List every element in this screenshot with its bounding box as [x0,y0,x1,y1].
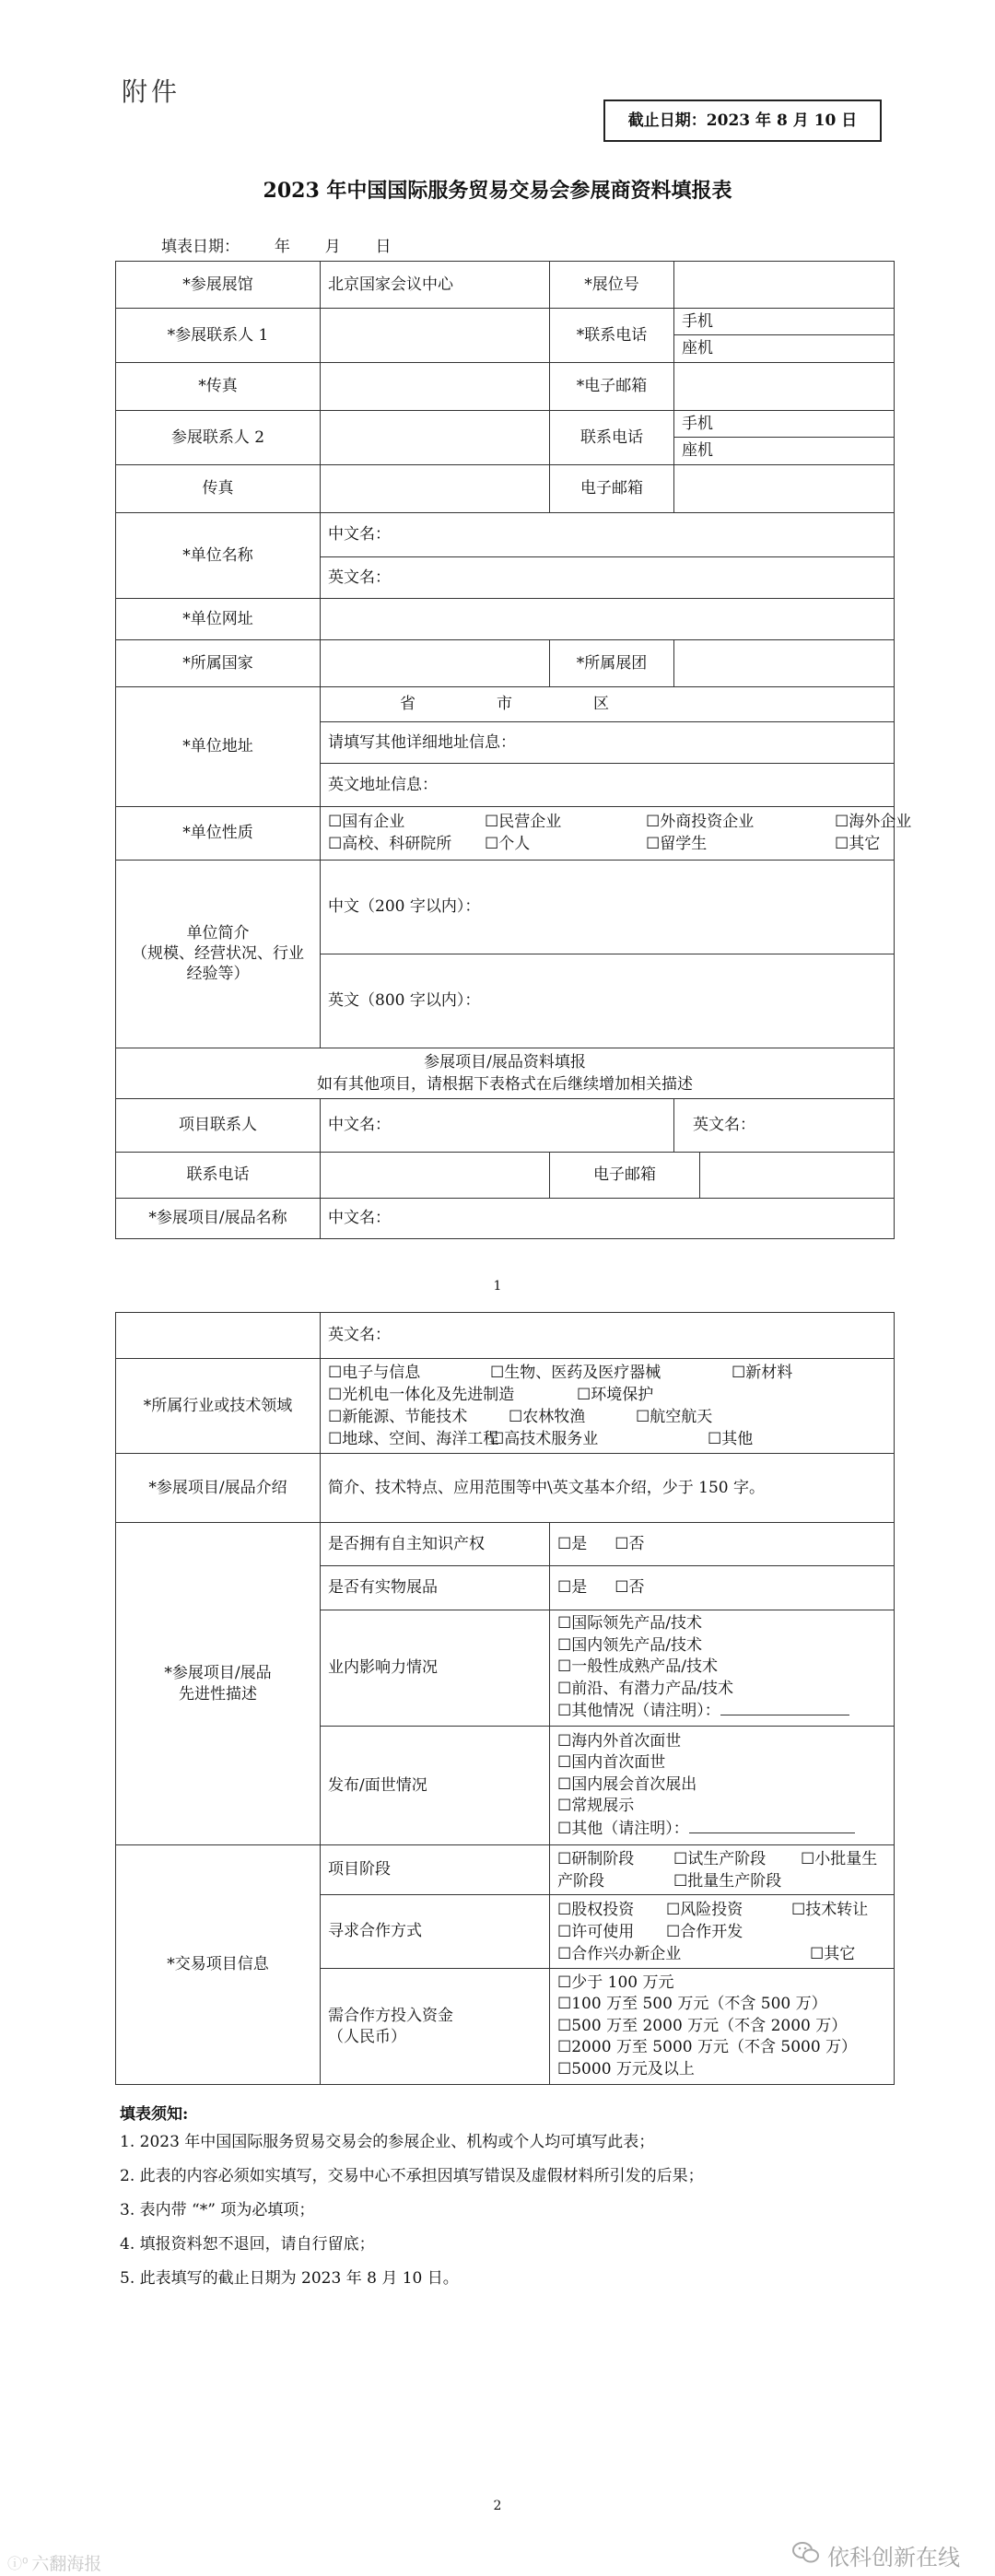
venue-value: 北京国家会议中心 [321,262,550,309]
unit-name-cn[interactable]: 中文名： [321,512,895,556]
release-option[interactable]: ☐国内首次面世 [557,1753,666,1773]
trade-label: *交易项目信息 [116,1845,321,2085]
project-name-cn[interactable]: 中文名： [321,1198,895,1238]
coop-option[interactable]: ☐技术转让 [791,1900,869,1919]
industry-option[interactable]: ☐新能源、节能技术 [328,1408,468,1426]
intro-cn[interactable]: 中文（200 字以内）： [321,860,895,954]
coop-option[interactable]: ☐许可使用 [557,1922,635,1941]
contact1-label: *参展联系人 1 [116,309,321,363]
contact1-input[interactable] [321,309,550,363]
project-name-label: *参展项目/展品名称 [116,1198,321,1238]
project-contact-en[interactable]: 英文名： [674,1098,895,1152]
contact2-mobile-label: 手机 [674,410,895,437]
nature-option[interactable]: ☐个人 [485,835,531,854]
city-label: 市 [497,695,512,714]
stage-options [550,1845,895,1895]
project-email-label: 电子邮箱 [550,1152,700,1198]
fill-date: 填表日期： 年 月 日 [161,238,392,256]
nature-option[interactable]: ☐其它 [835,835,881,854]
fund-option[interactable]: ☐500 万至 2000 万元（不含 2000 万） [557,2016,848,2035]
notes-item: 4. 填报资料恕不退回，请自行留底； [120,2235,375,2254]
physical-yes[interactable]: ☐是 [557,1578,588,1598]
notes-item: 5. 此表填写的截止日期为 2023 年 8 月 10 日。 [120,2269,459,2288]
fund-label: 需合作方投入资金 （人民币） [321,1969,550,2085]
industry-label: *所属行业或技术领域 [116,1359,321,1454]
industry-option[interactable]: ☐新材料 [732,1364,793,1382]
contact2-phone-label: 联系电话 [550,410,674,464]
address-en[interactable]: 英文地址信息： [321,763,895,806]
advanced-label: *参展项目/展品 先进性描述 [116,1523,321,1845]
project-phone-label: 联系电话 [116,1152,321,1198]
release-options [550,1727,895,1845]
nature-option[interactable]: ☐高校、科研院所 [328,835,452,854]
page-number-1: 1 [493,1279,502,1294]
contact2-label: 参展联系人 2 [116,410,321,464]
section-title: 参展项目/展品资料填报 [424,1052,586,1071]
email2-input[interactable] [674,464,895,512]
venue-label: *参展展馆 [116,262,321,309]
industry-option[interactable]: ☐电子与信息 [328,1364,421,1382]
industry-options [321,1359,895,1454]
stage-option-cont: 产阶段 [557,1871,604,1891]
coop-option[interactable]: ☐合作兴办新企业 [557,1944,682,1963]
industry-option[interactable]: ☐高技术服务业 [490,1430,599,1448]
notes [120,2101,912,2292]
delegation-input[interactable] [674,639,895,686]
nature-option[interactable]: ☐国有企业 [328,813,405,832]
influence-option[interactable]: ☐国际领先产品/技术 [557,1614,702,1633]
district-label: 区 [593,695,609,714]
project-contact-label: 项目联系人 [116,1098,321,1152]
unit-name-en[interactable]: 英文名： [321,556,895,598]
booth-label: *展位号 [550,262,674,309]
coop-label: 寻求合作方式 [321,1895,550,1969]
project-intro-text[interactable]: 简介、技术特点、应用范围等中\英文基本介绍，少于 150 字。 [321,1454,895,1523]
website-label: *单位网址 [116,598,321,639]
coop-options [550,1895,895,1969]
industry-option[interactable]: ☐航空航天 [636,1408,713,1426]
nature-label: *单位性质 [116,806,321,860]
ip-options [550,1523,895,1566]
industry-option[interactable]: ☐地球、空间、海洋工程 [328,1430,499,1448]
project-section-header [116,1048,895,1098]
page2-blank-label [116,1313,321,1359]
coop-option[interactable]: ☐风险投资 [666,1900,743,1919]
influence-label: 业内影响力情况 [321,1610,550,1727]
fund-option[interactable]: ☐少于 100 万元 [557,1973,674,1992]
influence-options [550,1610,895,1727]
address-detail[interactable]: 请填写其他详细地址信息： [321,721,895,763]
influence-option[interactable]: ☐国内领先产品/技术 [557,1635,702,1655]
intro-label: 单位简介 （规模、经营状况、行业经验等） [116,860,321,1048]
release-option[interactable]: ☐国内展会首次展出 [557,1774,697,1794]
release-other-input[interactable] [689,1818,855,1833]
project-contact-cn[interactable]: 中文名： [321,1098,674,1152]
influence-option[interactable]: ☐一般性成熟产品/技术 [557,1657,718,1677]
wechat-icon [792,2541,820,2570]
fund-options [550,1969,895,2085]
stage-label: 项目阶段 [321,1845,550,1895]
contact2-landline-label: 座机 [674,438,895,464]
release-option[interactable]: ☐其他（请注明）： [557,1819,689,1838]
influence-option[interactable]: ☐其他情况（请注明）： [557,1702,720,1721]
stage-option[interactable]: ☐研制阶段 [557,1849,635,1868]
project-intro-label: *参展项目/展品介绍 [116,1454,321,1523]
physical-options [550,1566,895,1610]
release-label: 发布/面世情况 [321,1727,550,1845]
industry-option[interactable]: ☐农林牧渔 [509,1408,586,1426]
watermark-right-text: 依科创新在线 [827,2545,960,2570]
stage-option[interactable]: ☐试生产阶段 [673,1849,767,1868]
release-option[interactable]: ☐常规展示 [557,1797,635,1816]
contact1-landline-label: 座机 [674,335,895,362]
delegation-label: *所属展团 [550,639,674,686]
physical-no[interactable]: ☐否 [615,1578,645,1598]
page-title: 2023 年中国国际服务贸易交易会参展商资料填报表 [263,179,732,203]
fax2-label: 传真 [116,464,321,512]
industry-option[interactable]: ☐其他 [708,1430,754,1448]
nature-option[interactable]: ☐民营企业 [485,813,562,832]
email2-label: 电子邮箱 [550,464,674,512]
deadline-box: 截止日期：2023 年 8 月 10 日 [603,100,882,142]
project-email-input[interactable] [700,1152,895,1198]
fund-option[interactable]: ☐100 万至 500 万元（不含 500 万） [557,1995,827,2014]
notes-title: 填表须知: [120,2105,189,2124]
nature-options [321,806,912,860]
address-label: *单位地址 [116,686,321,806]
influence-other-input[interactable] [720,1700,849,1715]
contact2-input[interactable] [321,410,550,464]
watermark-logo-icon: ⓘ⁰ [7,2555,29,2572]
booth-input[interactable] [674,262,895,309]
stage-option[interactable]: ☐批量生产阶段 [673,1871,782,1891]
fax1-label: *传真 [116,362,321,410]
fax1-input[interactable] [321,362,550,410]
email1-label: *电子邮箱 [550,362,674,410]
stage-option[interactable]: ☐小批量生 [801,1849,878,1868]
attachment-label: 附件 [122,76,181,107]
notes-item: 3. 表内带 “*” 项为必填项； [120,2201,315,2219]
nature-option[interactable]: ☐外商投资企业 [646,813,755,832]
fax2-input[interactable] [321,464,550,512]
physical-label: 是否有实物展品 [321,1566,550,1610]
watermark-left-text: 六翻海报 [31,2554,102,2574]
project-phone-input[interactable] [321,1152,550,1198]
website-input[interactable] [321,598,895,639]
country-input[interactable] [321,639,550,686]
intro-en[interactable]: 英文（800 字以内）： [321,954,895,1048]
industry-option[interactable]: ☐生物、医药及医疗器械 [490,1364,661,1382]
industry-option[interactable]: ☐环境保护 [577,1386,654,1404]
contact1-mobile-label: 手机 [674,309,895,335]
page-number-2: 2 [493,2499,502,2513]
industry-option[interactable]: ☐光机电一体化及先进制造 [328,1386,515,1404]
contact1-phone-label: *联系电话 [550,309,674,363]
notes-item: 2. 此表的内容必须如实填写，交易中心不承担因填写错误及虚假材料所引发的后果； [120,2167,704,2185]
fund-option[interactable]: ☐2000 万至 5000 万元（不含 5000 万） [557,2038,858,2057]
unit-name-label: *单位名称 [116,512,321,598]
province-label: 省 [400,695,416,714]
watermark-right [792,2539,960,2571]
release-option[interactable]: ☐海内外首次面世 [557,1731,682,1751]
ip-label: 是否拥有自主知识产权 [321,1523,550,1566]
section-subtitle: 如有其他项目，请根据下表格式在后继续增加相关描述 [317,1074,693,1094]
coop-option[interactable]: ☐股权投资 [557,1900,635,1919]
coop-option[interactable]: ☐合作开发 [666,1922,743,1941]
ip-no[interactable]: ☐否 [615,1534,645,1553]
address-region[interactable] [321,686,895,721]
nature-option[interactable]: ☐留学生 [646,835,708,854]
influence-option[interactable]: ☐前沿、有潜力产品/技术 [557,1679,733,1698]
country-label: *所属国家 [116,639,321,686]
watermark-left [7,2550,101,2575]
email1-input[interactable] [674,362,895,410]
page2-table [115,1312,895,2085]
notes-item: 1. 2023 年中国国际服务贸易交易会的参展企业、机构或个人均可填写此表； [120,2133,655,2151]
nature-option[interactable]: ☐海外企业 [835,813,912,832]
page1-table [115,261,912,1239]
ip-yes[interactable]: ☐是 [557,1534,588,1553]
coop-option[interactable]: ☐其它 [810,1944,856,1963]
project-name-en[interactable]: 英文名： [321,1313,895,1359]
fund-option[interactable]: ☐5000 万元及以上 [557,2059,695,2078]
